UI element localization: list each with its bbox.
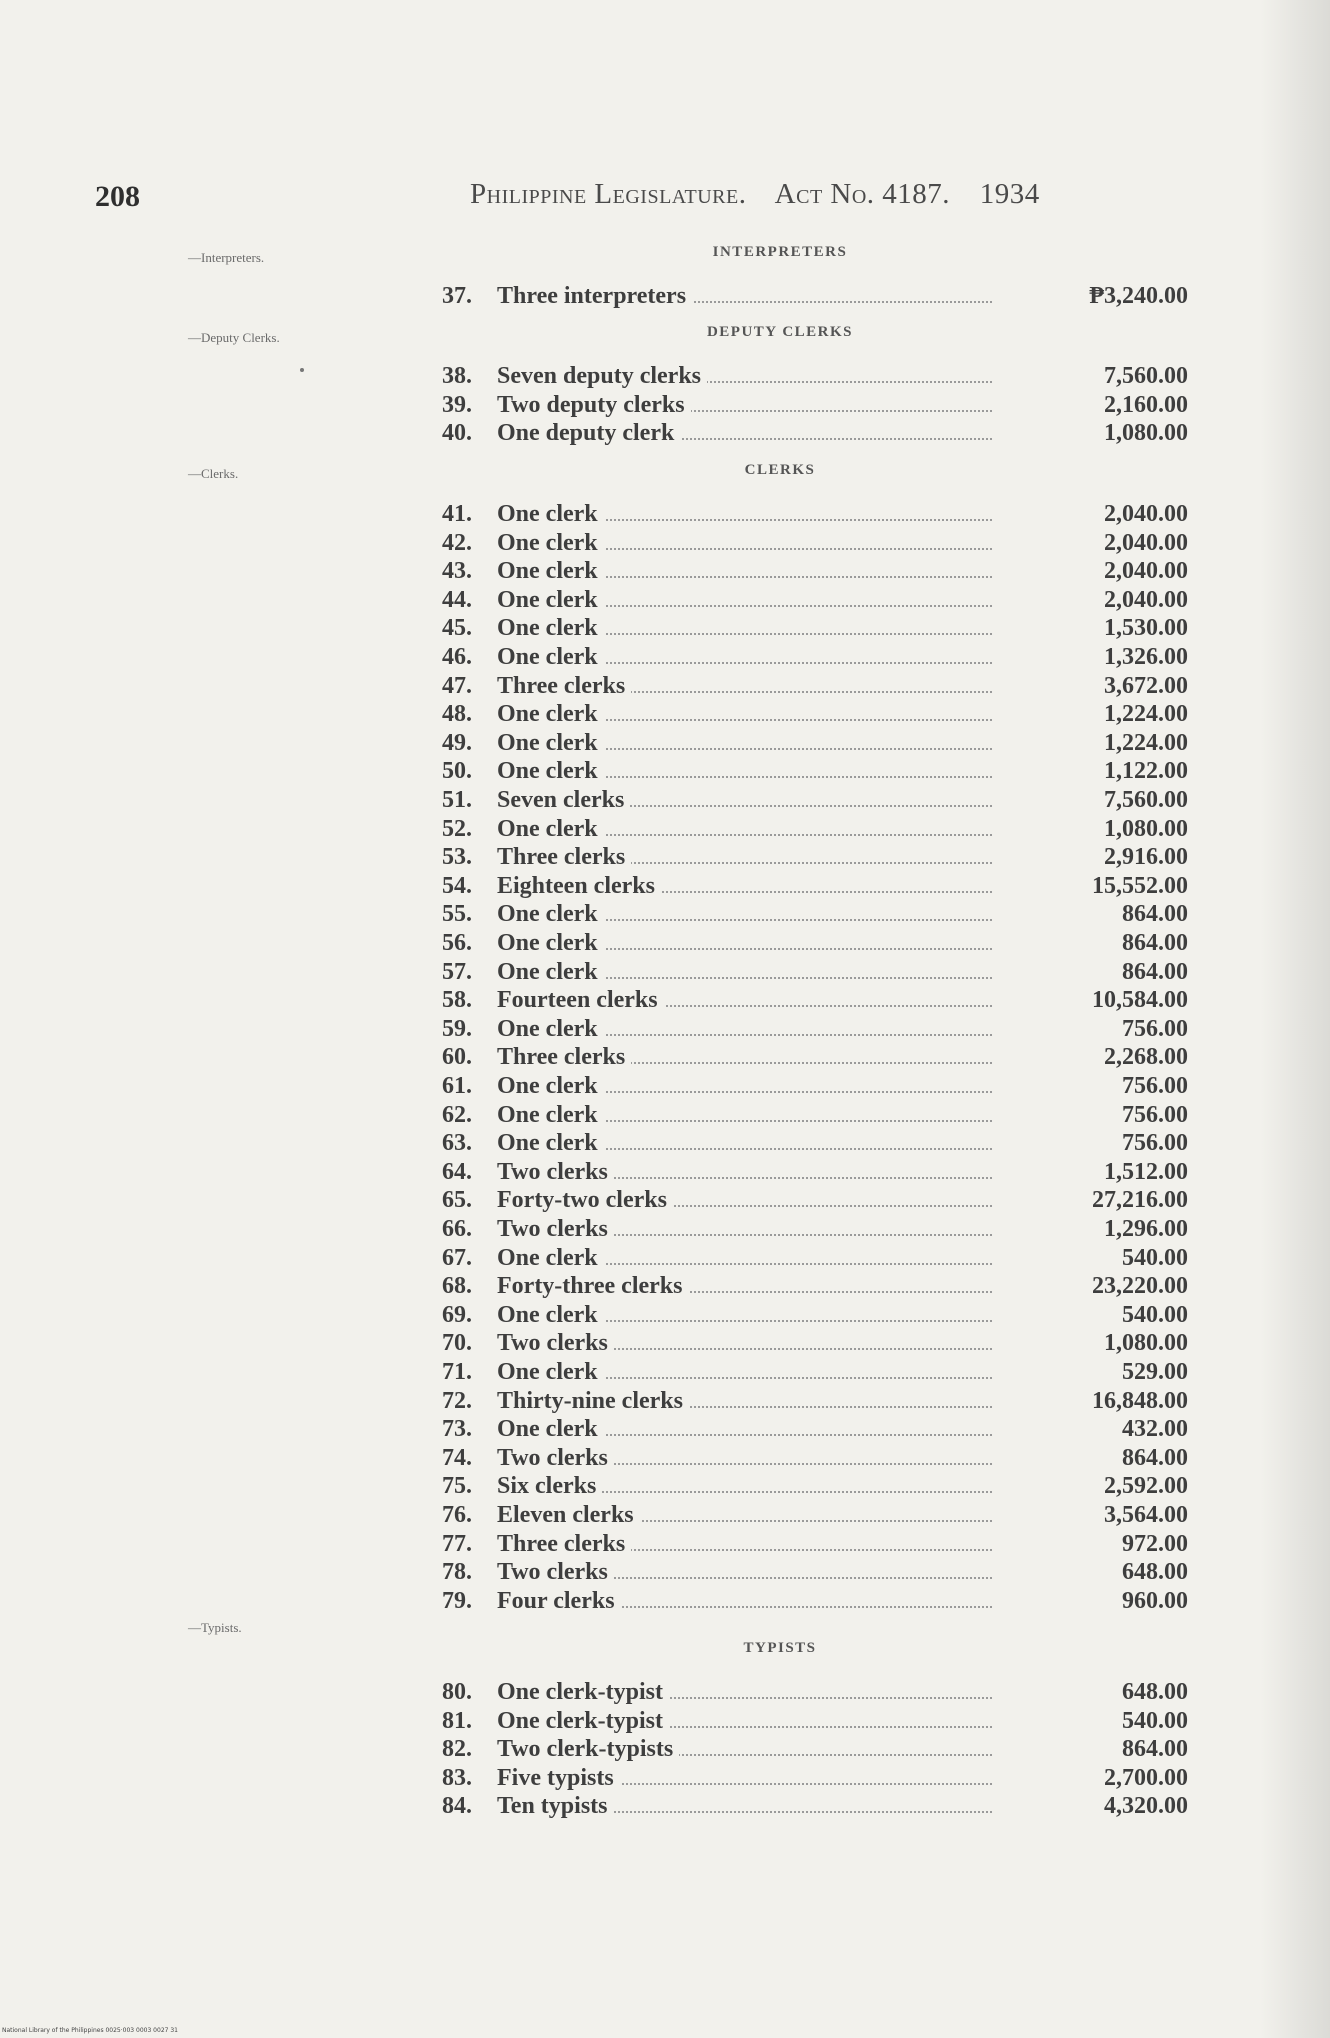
line-item: [442, 1301, 1188, 1329]
margin-note: —Typists.: [188, 1620, 242, 1635]
line-item: [442, 1530, 1188, 1558]
margin-note: —Clerks.: [188, 466, 239, 481]
item-description: One clerk: [497, 1101, 604, 1129]
item-amount: 7,560.00: [1104, 787, 1188, 813]
item-number: 38.: [442, 363, 472, 389]
line-item: [442, 586, 1188, 614]
item-amount: 23,220.00: [1092, 1273, 1188, 1300]
section-heading: CLERKS: [744, 462, 816, 478]
item-description: Two clerks: [497, 1158, 614, 1186]
item-number: 66.: [442, 1216, 472, 1242]
line-item: [442, 643, 1188, 671]
margin-note: —Interpreters.: [188, 250, 265, 265]
item-description: Two clerk-typists: [497, 1735, 679, 1763]
running-head: [470, 178, 1062, 211]
running-head-title: Philippine Legislature.: [470, 178, 747, 210]
item-amount: 2,592.00: [1104, 1473, 1188, 1500]
item-number: 79.: [442, 1587, 472, 1614]
item-description: One clerk: [497, 929, 604, 957]
line-item: [442, 1415, 1188, 1443]
item-amount: 1,296.00: [1104, 1216, 1188, 1242]
item-amount: 16,848.00: [1092, 1387, 1188, 1414]
item-description: Two clerks: [497, 1215, 614, 1243]
item-description: Three clerks: [497, 843, 631, 871]
line-item: [442, 1764, 1188, 1792]
line-item: [442, 557, 1188, 585]
item-number: 75.: [442, 1473, 472, 1500]
item-description: One clerk: [497, 1415, 604, 1443]
item-description: One clerk: [497, 1358, 604, 1386]
item-description: Thirty-nine clerks: [497, 1387, 689, 1415]
line-item: [442, 500, 1188, 528]
item-amount: 756.00: [1122, 1101, 1188, 1128]
item-amount: 756.00: [1122, 1015, 1188, 1042]
item-number: 44.: [442, 586, 472, 613]
item-number: 63.: [442, 1130, 472, 1157]
item-description: One clerk: [497, 700, 604, 728]
item-description: Two clerks: [497, 1558, 614, 1586]
item-number: 72.: [442, 1387, 472, 1414]
item-amount: 1,080.00: [1104, 420, 1188, 447]
line-item: [442, 958, 1188, 986]
item-number: 50.: [442, 758, 472, 785]
item-description: Forty-two clerks: [497, 1186, 673, 1214]
item-amount: 540.00: [1122, 1301, 1188, 1328]
line-item: [442, 614, 1188, 642]
item-description: One clerk: [497, 958, 604, 986]
item-amount: 960.00: [1122, 1587, 1188, 1614]
item-description: Three clerks: [497, 1043, 631, 1071]
item-number: 52.: [442, 815, 472, 842]
item-number: 40.: [442, 420, 472, 447]
item-amount: 648.00: [1122, 1559, 1188, 1586]
item-description: One clerk: [497, 643, 604, 671]
line-item: [442, 729, 1188, 757]
item-description: One clerk: [497, 729, 604, 757]
item-description: One clerk: [497, 529, 604, 557]
line-item: [442, 843, 1188, 871]
item-number: 49.: [442, 729, 472, 756]
item-description: Forty-three clerks: [497, 1272, 688, 1300]
item-amount: 1,080.00: [1104, 1330, 1188, 1357]
item-amount: 1,512.00: [1104, 1158, 1188, 1185]
item-description: One clerk: [497, 1015, 604, 1043]
item-amount: 1,080.00: [1104, 815, 1188, 842]
page-edge-shadow: [1260, 0, 1330, 2038]
line-item: [442, 1043, 1188, 1071]
item-amount: 1,326.00: [1104, 644, 1188, 670]
item-amount: 2,040.00: [1104, 501, 1188, 527]
line-item: [442, 1015, 1188, 1043]
item-number: 69.: [442, 1301, 472, 1328]
item-amount: 1,224.00: [1104, 701, 1188, 728]
line-item: [442, 1329, 1188, 1357]
item-number: 46.: [442, 644, 472, 670]
item-description: Eighteen clerks: [497, 872, 661, 900]
item-amount: 27,216.00: [1092, 1187, 1188, 1214]
item-amount: 7,560.00: [1104, 363, 1188, 389]
item-number: 71.: [442, 1359, 472, 1385]
item-description: One clerk: [497, 557, 604, 585]
line-item: [442, 1158, 1188, 1186]
section-heading: TYPISTS: [743, 1640, 817, 1656]
item-description: Two clerks: [497, 1329, 614, 1357]
line-item: [442, 986, 1188, 1014]
item-amount: 4,320.00: [1104, 1793, 1188, 1820]
item-amount: 2,040.00: [1104, 558, 1188, 585]
item-number: 59.: [442, 1015, 472, 1042]
item-amount: 648.00: [1122, 1679, 1188, 1705]
item-number: 67.: [442, 1244, 472, 1271]
item-description: One clerk-typist: [497, 1678, 669, 1706]
item-number: 76.: [442, 1502, 472, 1528]
item-number: 80.: [442, 1679, 472, 1705]
item-amount: 3,564.00: [1104, 1502, 1188, 1528]
line-item: [442, 1735, 1188, 1763]
item-description: One clerk: [497, 815, 604, 843]
item-amount: 540.00: [1122, 1244, 1188, 1271]
line-item: [442, 1501, 1188, 1529]
item-amount: 3,672.00: [1104, 672, 1188, 699]
item-number: 84.: [442, 1793, 472, 1820]
item-number: 43.: [442, 558, 472, 585]
item-number: 60.: [442, 1044, 472, 1071]
item-amount: 864.00: [1122, 1444, 1188, 1471]
item-amount: 2,040.00: [1104, 586, 1188, 613]
line-item: [442, 1072, 1188, 1100]
line-item: [442, 700, 1188, 728]
section-heading: DEPUTY CLERKS: [706, 324, 854, 340]
item-number: 64.: [442, 1158, 472, 1185]
item-amount: 756.00: [1122, 1130, 1188, 1157]
item-number: 82.: [442, 1736, 472, 1763]
line-item: [442, 529, 1188, 557]
line-item: [442, 419, 1188, 447]
item-number: 57.: [442, 958, 472, 985]
item-amount: 529.00: [1122, 1359, 1188, 1385]
line-item: [442, 1186, 1188, 1214]
running-head-act: Act No. 4187.: [774, 178, 951, 210]
item-number: 58.: [442, 987, 472, 1014]
line-item: [442, 1678, 1188, 1706]
line-item: [442, 1444, 1188, 1472]
item-number: 47.: [442, 672, 472, 699]
item-amount: 864.00: [1122, 901, 1188, 928]
item-number: 65.: [442, 1187, 472, 1214]
line-item: [442, 362, 1188, 390]
line-item: [442, 1472, 1188, 1500]
item-amount: 972.00: [1122, 1530, 1188, 1557]
line-item: [442, 815, 1188, 843]
item-description: Eleven clerks: [497, 1501, 640, 1529]
item-amount: 2,040.00: [1104, 529, 1188, 556]
item-number: 61.: [442, 1073, 472, 1099]
line-item: [442, 1792, 1188, 1820]
item-description: Four clerks: [497, 1587, 621, 1615]
item-amount: 864.00: [1122, 1736, 1188, 1763]
line-item: [442, 872, 1188, 900]
item-number: 55.: [442, 901, 472, 928]
item-description: One clerk: [497, 1301, 604, 1329]
line-item: [442, 1129, 1188, 1157]
item-description: Fourteen clerks: [497, 986, 664, 1014]
item-number: 42.: [442, 529, 472, 556]
item-description: Three clerks: [497, 1530, 631, 1558]
item-amount: 1,224.00: [1104, 729, 1188, 756]
item-description: One clerk: [497, 1072, 604, 1100]
item-number: 45.: [442, 615, 472, 642]
line-item: [442, 672, 1188, 700]
item-description: One clerk-typist: [497, 1707, 669, 1735]
footer-credit: National Library of the Philippines 0025·003 0003 0027 31: [2, 2027, 178, 2034]
item-description: One clerk: [497, 586, 604, 614]
line-item: [442, 1215, 1188, 1243]
item-amount: 15,552.00: [1092, 872, 1188, 899]
page-number: 208: [95, 180, 140, 213]
item-amount: 2,916.00: [1104, 844, 1188, 871]
line-item: [442, 1707, 1188, 1735]
item-amount: 2,268.00: [1104, 1044, 1188, 1071]
item-amount: 1,122.00: [1104, 758, 1188, 785]
item-description: One clerk: [497, 1244, 604, 1272]
line-item: [442, 391, 1188, 419]
item-description: Ten typists: [497, 1792, 613, 1820]
line-item: [442, 1272, 1188, 1300]
item-description: One deputy clerk: [497, 419, 680, 447]
line-item: [442, 1558, 1188, 1586]
item-number: 73.: [442, 1416, 472, 1443]
item-description: Three clerks: [497, 672, 631, 700]
line-item: [442, 1587, 1188, 1615]
item-amount: ₱3,240.00: [1089, 283, 1188, 309]
item-amount: 864.00: [1122, 930, 1188, 956]
section-heading: INTERPRETERS: [712, 244, 848, 260]
item-amount: 2,160.00: [1104, 391, 1188, 418]
item-number: 78.: [442, 1559, 472, 1586]
item-amount: 1,530.00: [1104, 615, 1188, 642]
item-description: Seven deputy clerks: [497, 362, 707, 390]
item-number: 51.: [442, 787, 472, 813]
item-number: 56.: [442, 930, 472, 956]
item-number: 62.: [442, 1101, 472, 1128]
running-head-year: 1934: [979, 178, 1040, 210]
line-item: [442, 1387, 1188, 1415]
item-number: 37.: [442, 283, 472, 309]
line-item: [442, 282, 1188, 310]
print-speck: [300, 368, 304, 372]
item-number: 41.: [442, 501, 472, 527]
item-number: 70.: [442, 1330, 472, 1357]
item-number: 74.: [442, 1444, 472, 1471]
item-amount: 756.00: [1122, 1073, 1188, 1099]
line-item: [442, 1101, 1188, 1129]
item-description: One clerk: [497, 1129, 604, 1157]
item-description: Three interpreters: [497, 282, 692, 310]
item-number: 48.: [442, 701, 472, 728]
line-item: [442, 757, 1188, 785]
item-description: Two clerks: [497, 1444, 614, 1472]
line-item: [442, 1358, 1188, 1386]
item-number: 77.: [442, 1530, 472, 1557]
item-description: Two deputy clerks: [497, 391, 691, 419]
item-amount: 2,700.00: [1104, 1764, 1188, 1791]
item-number: 68.: [442, 1273, 472, 1300]
item-amount: 432.00: [1122, 1416, 1188, 1443]
item-number: 83.: [442, 1764, 472, 1791]
line-item: [442, 900, 1188, 928]
item-amount: 10,584.00: [1092, 987, 1188, 1014]
item-amount: 864.00: [1122, 958, 1188, 985]
line-item: [442, 929, 1188, 957]
item-number: 81.: [442, 1707, 472, 1734]
item-description: One clerk: [497, 757, 604, 785]
item-number: 54.: [442, 872, 472, 899]
item-description: One clerk: [497, 900, 604, 928]
line-item: [442, 1244, 1188, 1272]
item-description: Five typists: [497, 1764, 620, 1792]
item-amount: 540.00: [1122, 1707, 1188, 1734]
item-description: One clerk: [497, 500, 604, 528]
item-description: Seven clerks: [497, 786, 630, 814]
item-number: 53.: [442, 844, 472, 871]
item-description: Six clerks: [497, 1472, 602, 1500]
margin-note: —Deputy Clerks.: [188, 330, 280, 345]
item-description: One clerk: [497, 614, 604, 642]
line-item: [442, 786, 1188, 814]
item-number: 39.: [442, 391, 472, 418]
